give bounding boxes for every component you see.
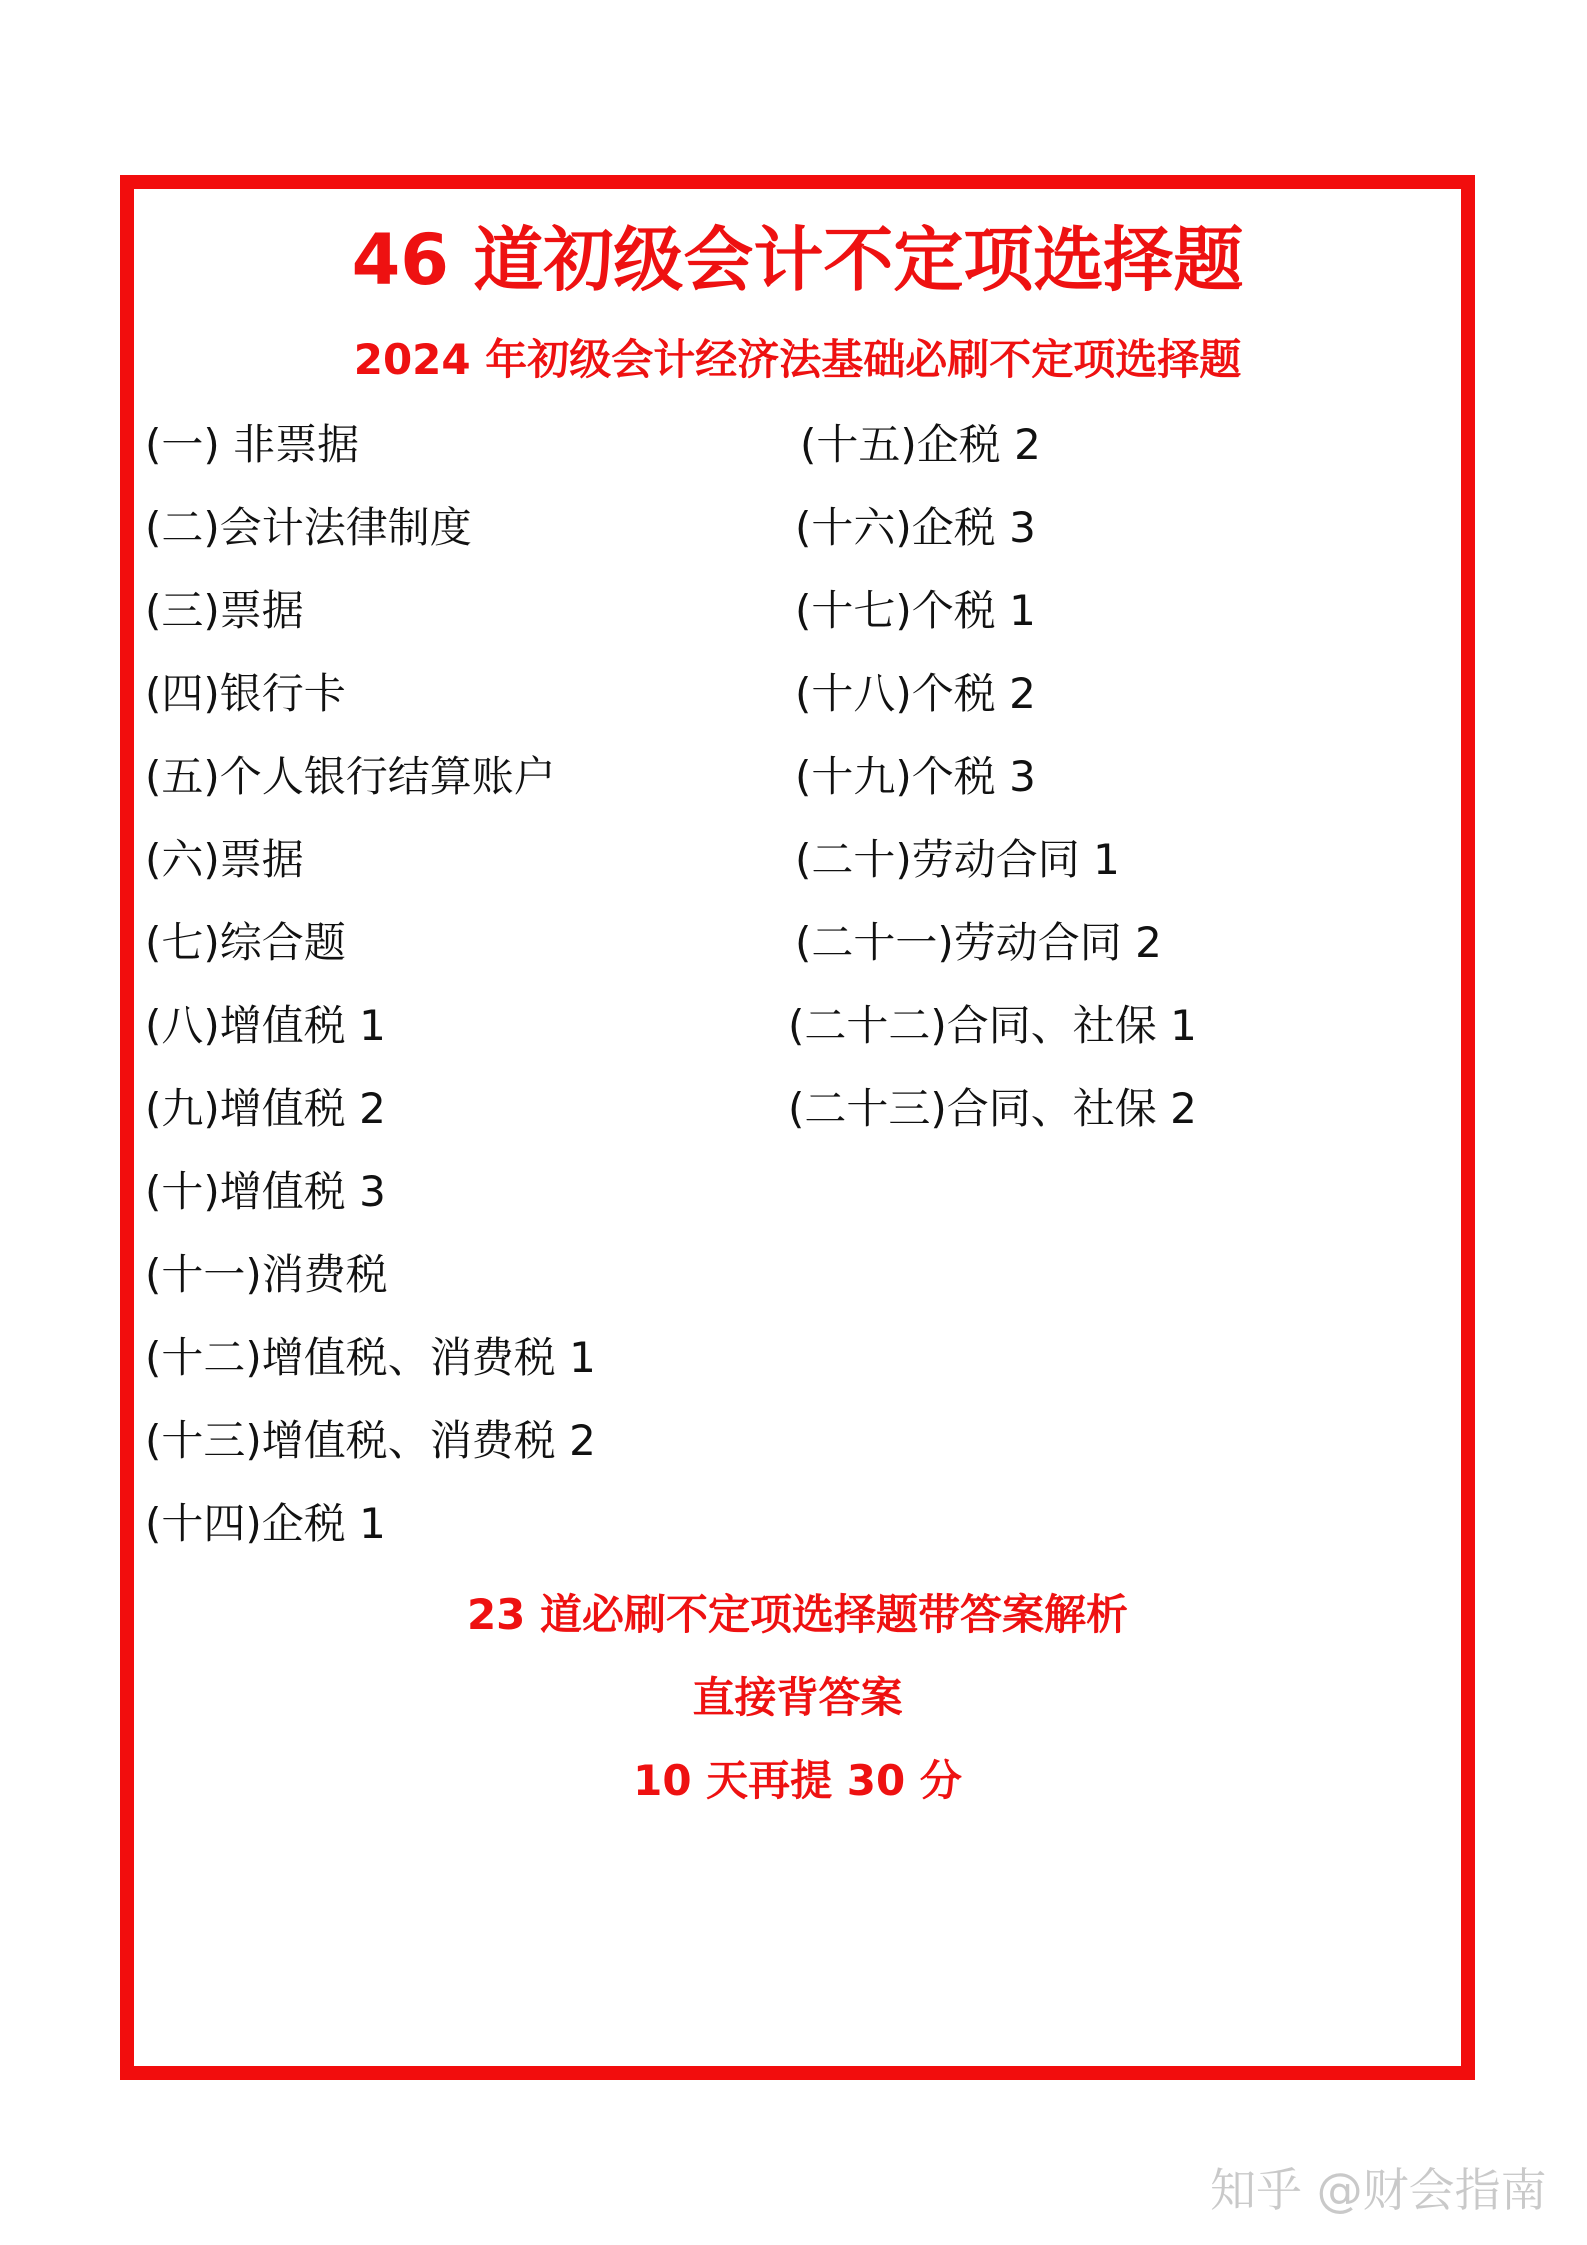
- list-item: (七)综合题: [145, 918, 346, 967]
- list-item: (二十)劳动合同 1: [795, 835, 1120, 884]
- list-item: (十)增值税 3: [145, 1167, 386, 1216]
- page-title: 46 道初级会计不定项选择题: [351, 219, 1244, 301]
- list-item: (十九)个税 3: [795, 752, 1036, 801]
- page-subtitle: 2024 年初级会计经济法基础必刷不定项选择题: [353, 335, 1242, 384]
- watermark: 知乎 @财会指南: [1210, 2163, 1547, 2217]
- list-item: (八)增值税 1: [145, 1001, 386, 1050]
- list-item: (十七)个税 1: [795, 586, 1036, 635]
- list-item: (一) 非票据: [145, 420, 360, 469]
- list-item: (十三)增值税、消费税 2: [145, 1416, 596, 1465]
- list-item: (六)票据: [145, 835, 304, 884]
- list-item: (九)增值税 2: [145, 1084, 386, 1133]
- footer-line-1: 23 道必刷不定项选择题带答案解析: [466, 1590, 1129, 1639]
- list-item: (十四)企税 1: [145, 1499, 386, 1548]
- list-item: (二十一)劳动合同 2: [795, 918, 1162, 967]
- list-item: (十六)企税 3: [795, 503, 1036, 552]
- list-item: (二十三)合同、社保 2: [788, 1084, 1197, 1133]
- footer-line-2: 直接背答案: [692, 1673, 903, 1722]
- footer-line-3: 10 天再提 30 分: [633, 1756, 962, 1805]
- list-item: (十二)增值税、消费税 1: [145, 1333, 596, 1382]
- list-item: (十八)个税 2: [795, 669, 1036, 718]
- list-item: (四)银行卡: [145, 669, 346, 718]
- list-item: (三)票据: [145, 586, 304, 635]
- list-item: (五)个人银行结算账户: [145, 752, 556, 801]
- list-item: (十一)消费税: [145, 1250, 388, 1299]
- list-item: (二十二)合同、社保 1: [788, 1001, 1197, 1050]
- list-item: (二)会计法律制度: [145, 503, 472, 552]
- list-item: (十五)企税 2: [800, 420, 1041, 469]
